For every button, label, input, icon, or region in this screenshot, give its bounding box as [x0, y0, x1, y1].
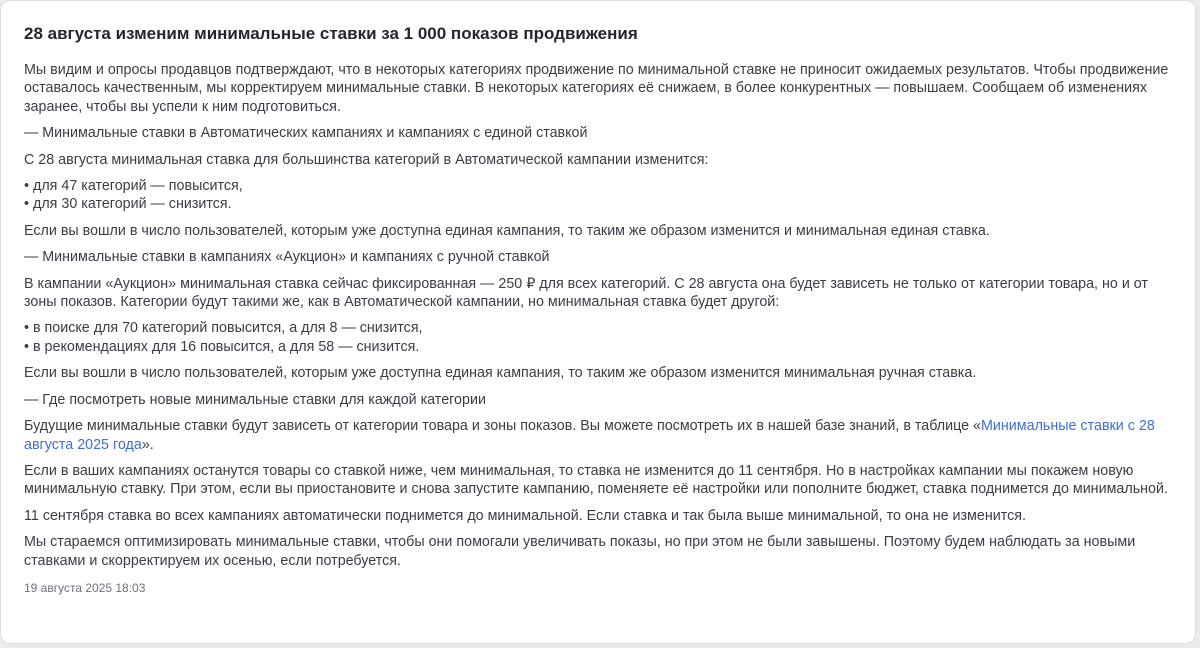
sept11-paragraph: 11 сентября ставка во всех кампаниях автоматически поднимется до минимальной. Если ставка и так была выше минимальной, то она не изменится.: [24, 507, 1026, 524]
closing-paragraph: Мы стараемся оптимизировать минимальные ставки, чтобы они помогали увеличивать показы, но при этом не были завышены. Поэтому будем наблюдать за новыми ставками и скорректируем их осенью, если потребуется.: [24, 534, 1136, 569]
intro-paragraph: Мы видим и опросы продавцов подтверждают, что в некоторых категориях продвижение по минимальной ставке не приносит ожидаемых результатов. Чтобы продвижение оставалось качественным, мы корректируем минимальные ставки. В некоторых категориях её снижаем, в более конкурентных — повышаем. Сообщаем об изменениях заранее, чтобы вы успели к ним подготовиться.: [24, 62, 1169, 115]
list-item: • в рекомендациях для 16 повысится, а для 58 — снизится.: [24, 338, 420, 355]
where-text-after: ».: [141, 436, 154, 453]
min-bids-table-link[interactable]: Минимальные ставки с 28 августа 2025 года: [24, 418, 1155, 453]
post-timestamp: 19 августа 2025 18:03: [24, 580, 146, 595]
section-heading-where: — Где посмотреть новые минимальные ставки для каждой категории: [24, 391, 486, 408]
list-item: • для 47 категорий — повысится,: [24, 178, 243, 195]
section-text-auction: В кампании «Аукцион» минимальная ставка сейчас фиксированная — 250 ₽ для всех категорий. С 28 августа она будет зависеть не только от категории товара, но и от зоны показов. Категории будут такими же, как в Автоматической кампании, но минимальная ставка будет другой:: [24, 275, 1148, 311]
section-heading-auction: — Минимальные ставки в кампаниях «Аукцион» и кампаниях с ручной ставкой: [24, 249, 550, 266]
section-text-auto: С 28 августа минимальная ставка для большинства категорий в Автоматической кампании изменится:: [24, 151, 709, 168]
section-heading-auto: — Минимальные ставки в Автоматических кампаниях и кампаниях с единой ставкой: [24, 125, 588, 142]
section-note-auction: Если вы вошли в число пользователей, которым уже доступна единая кампания, то таким же образом изменится минимальная ручная ставка.: [24, 365, 977, 382]
list-item: • в поиске для 70 категорий повысится, а для 8 — снизится,: [24, 320, 423, 337]
post-title: 28 августа изменим минимальные ставки за 1 000 показов продвижения: [24, 24, 638, 43]
lower-bid-paragraph: Если в ваших кампаниях останутся товары со ставкой ниже, чем минимальная, то ставка не изменится до 11 сентября. Но в настройках кампании мы покажем новую минимальную ставку. При этом, если вы приостановите и снова запустите кампанию, поменяете её настройки или пополните бюджет, ставка поднимется до минимальной.: [24, 462, 1168, 498]
auto-changes-list: [24, 177, 1173, 214]
auction-changes-list: [24, 319, 1173, 356]
section-text-where: [24, 417, 1173, 454]
where-text-before: Будущие минимальные ставки будут зависеть от категории товара и зоны показов. Вы можете посмотреть их в нашей базе знаний, в таблице «: [24, 418, 982, 435]
section-note-auto: Если вы вошли в число пользователей, которым уже доступна единая кампания, то таким же образом изменится и минимальная единая ставка.: [24, 222, 990, 239]
list-item: • для 30 категорий — снизится.: [24, 196, 232, 213]
